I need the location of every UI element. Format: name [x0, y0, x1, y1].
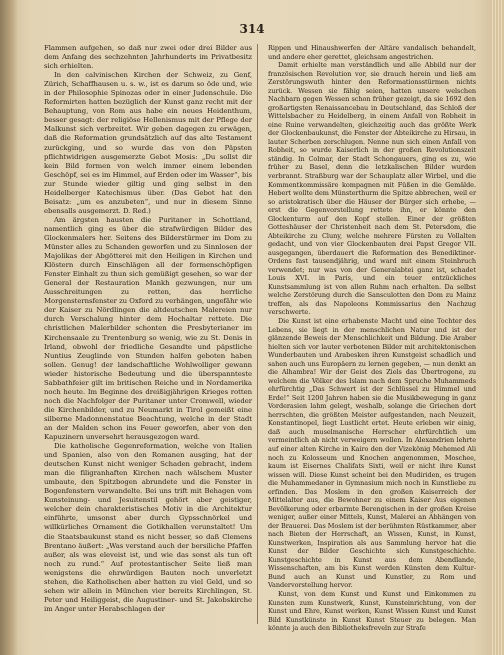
paragraph: Damit erhielte man verständlich und alle Abbild nur der französischen Revolution vor, sie drauch herein und ließ am Zerstörungswuth hinter den Reformationsstürmen nichts zurück. Wessen sie fähig seien, hatten unsere welschen Nachbarn gegen Wessen schon früher gezeigt, da sie 1692 den großartigsten Renaissancebau in Deutschland, das Schloß der Wittelsbacher zu Heidelberg, in einem Anfall von Robheit in eine Ruine verwandelten, gleichzeitig auch das größte Werk der Glockenbaukunst, die Fenster der Abteikirche zu Hirsau, in lauter Scherben zerschlugen. Nenne nun sich einen Anfall von Robheit, so wurde Kaiserlich in der großen Revolutionszeit ständig. In Colmar, der Stadt Schongauers, ging es zu, wie früher zu Basel, denn die letzkalischen Bilder wurden verbrannt. Straßburg war der Schauplatz aller Wirbel, und die Kommentkommissäre kompagnen mit Füßen in die Gemälde. Hebert wollte dem Münsterthurm die Spitze abbrechen, weil er so aristokratisch über die Häuser der Bürger sich erhebe, — erst die Gegenvorstellung rettete ihn, er könnte den Glockenturm auf den Kopf stellen. Einer der größten Gotteshäuser der Christenheit nach dem St. Petersdom, die Abteikirche zu Cluny, welche mehrere Fürsten zu Vollalten gedacht, und von vier Glockenbauten drei Papst Gregor VII. ausgegangen, überdauert die Reformation des Benediktiner-Ordens fast tausendjährig, und ward mit einem Steinbruch verwendet; nur was von der Generalabtei ganz ist, schadet Louis XVI. in Paris, und ein teuer entzückliches Kunstsammlung ist von allen Ruhm nach erhalten. Da selbst welche Zerstörung durch die Sansculotten den Dom zu Mainz treffen, als das Napoleons Kommissarius den Nachzug verschwerte.: [268, 61, 476, 317]
paragraph: Rippen und Hinaushwerfen der Altäre vandalisch behandelt, und andere eher gerettet, gleichsam angestrichen.: [268, 44, 476, 61]
paragraph: Die katholische Gegenreformation, welche von Italien und Spanien, also von den Romanen ausging, hat der deutschen Kunst nicht weniger Schaden gebracht, indem man die filigranhaften Kirchen nach wälschem Muster umbaute, den Spitzbogen abrundete und die Fenster in Bogenfenstern verwandelte. Bei uns trift mit Behagen vom Kunsteinung- und Jesuitenstil gehört aber geistiger, welcher dein charakteristisches Motiv in die Architektur einführte, umsonst aber durch Gypsschnörkel und willkürliches Ornament die Gotikhallen verunstaltet! Um die Staatsbaukunst stand es nicht besser, so daß Clemens Brentano äußert: „Was verstand auch der bersiliche Pfaffen außer, als was eleveist ist, und wie das sonst als tun oft noch zu rund.“ Auf protestantischer Seite ließ man wenigstens die ehrwürdigen Bauten noch unverletzt stehen, die Katholischen aber hatten zu viel Geld, und so sehen wir allein in München vier bereits Kirchlingen, St. Peter und Heiliggeist, die Augustiner- und St. Jakobskirche im Anger unter Herabschlagen der: [44, 442, 252, 613]
binding-gutter: [0, 0, 18, 655]
paragraph: Die Kunst ist eine erhabenste Macht und eine Tochter des Lebens, sie liegt in der menschlichen Natur und ist der glänzende Beweis der Menschlichkeit und Bildung. Die Araber hielten sich vor lauter verbotenen Bilder mit architektonischen Wunderbauten und Arabesken ihren Kunstgeist schadlich und sahen auch uns Europäern zu lernen gegeben, — nun denkt an die Alhambra! Wir der Geist des Ziels das Übertrogene, zu welchem die Völker des Islam nach dem Spruche Muhammeds ehrfürchtig „Das Schwert ist der Schlüssel zu Himmel und Erde!“ Seit 1200 Jahren haben sie die Musikbewegung in ganz Vorderasien lahm gelegt, weshalb, solange die Griechen dort herrschten, die größten Meister aufgestanden, nach Neuzeit, Konstantinopel, liegt Lustlicht ertet. Heute erleben wir einig, daß auch muselmanische Herrscher ehrfürchtlich um vermeintlich ab nicht verweigern wollen. In Alexandrien lehrte auf einer alten Kirche in Kairo den der Vizekönig Mehemed Ali noch zu Kolosseum und Knochen angenommen, Moschee, kaum ist Eisernes Chalifats Sixti, weil er nicht ihre Kunst wissen will. Diese Kunst scheint bei den Mudiriden, es trugen die Muhammedaner in Gymnasium mich noch in Kunstliebe zu erfinden. Das Moslem in den großen Kaiserreich der Mittelalter aus, die Bewohner zu einem Kaiser Aus eigenen Bevölkerung oder erbarmte Berengischen in der großen Kreise weniger, außer einer Mittels, Kunst, Malerei an Abhängen von der Brauerei. Das Moslem ist der berühmten Rüstkammer, aber nach Bieten der Herrschaft, an Wissen, Kunst, in Kunst, Kunstwerken, Inspiration als aus Sammlung hervor hat die Kunst der Bilder Geschichte sich Kunstgeschichte. Kunstgeschichte in Kunst aus dem Abendlande, Wissenschaften, am bis Kunst werden Künsten dem Kultur-Bund auch an Kunst und Kunstler, zu Rom und Vandervorstellung hervor.: [268, 317, 476, 590]
page-edge: [490, 0, 504, 655]
page-number: 314: [239, 22, 265, 36]
paragraph: Kunst, von dem Kunst und Kunst und Einkommen zu Kunsten zum Kunstwerk, Kunst, Kunsteinrichtung, von der Kunst und Ehre, Kunst werken, Kunst Wissen Kunst und Kunst Bild Kunstkünste in Kunst Kunst Steuer zu belegen. Man könnte ja auch den Bibliotheksfreveln zur Strafe: [268, 590, 476, 633]
paragraph: In den calvinischen Kirchen der Schweiz, zu Genf, Zürich, Schaffhausen u. s. w., ist es darum so öde und, wie in der Philosophie Spinozas oder in einer Judenschule. Die Reformirten hatten bezüglich der Kunst ganz recht mit der Behauptung, von Rom aus habe ein neues Heidenthum, besser gesagt: der religiöse Hellenismus mit der Pflege der Malkunst sich verbreitet. Wir geben dagegen zu erwägen, daß die Reformation grundsätzlich auf das alte Testament zurückging, und so wurde das von den Päpsten pflichtwidrigen ausgemerzte Gebot Mosis: „Du sollst dir kein Bild formen von welch immer einem lebenden Geschöpf, sei es im Himmel, auf Erden oder im Wasser“, bis zur Stunde wieder giltig und ging selbst in den Heidelberger Katechismus über. (Das Gebot hat den Beisatz: „um es anzubeten“, und nur in diesem Sinne ebensalls ausgemerzt. D. Red.): [44, 71, 252, 215]
paragraph: Am ärgsten hausten die Puritaner in Schottland, namentlich ging es über die strafwürdigen Bilder des Glockenmalers her. Seitens des Bilderstürmer im Dom zu Münster alles zu Schanden geworfen und zu Sinnlosen der Majolikas der Abgötterei mit den Heiligen in Kirchen und Klöstern durch Einschlägen all der formenschöpfigen Fenster Einhalt zu thun sich gemüßigt gesehen, so war der General der Restauration Mankh gezwungen, nur um Ausschreitungen zu retten, das herrliche Morgensternsfenster zu Oxford zu verhängen, ungefähr wie der Kaiser zu Nördlingen die altdeutschen Malereien nur durch Verschalung hinter dem Hochaltar rettete. Die christlichen Malerbilder schonten die Presbyterianer im Kirchensaale zu Trentenburg so wenig, wie zu St. Denis in Irland, obwohl der friedliche Gesandte und päpstliche Nuntius Zeuglinde von Stunden halfen geboten haben sollen. Genug! der landschaftliche Wohlwolliger gewann wieder historische Bedeutung und die überspannteste Sabbathfeier gilt im britischen Reiche und in Nordamerika noch heute. Im Beginne des dreißigjährigen Krieges rotten noch die Nachfolger der Puritaner unter Cromwell, wieder die Kirchenbilder, und zu Neumarkt in Tirol gemeißt eine silberne Madonnenstatue Beachtung, welche in der Stadt an der Malden schon ins Feuer geworfen, aber von den Kapuzinern unversehrt herausgezogen ward.: [44, 215, 252, 442]
right-column: [268, 44, 476, 633]
paragraph: Flammen aufgehen, so daß nur zwei oder drei Bilder aus dem Anfang des sechzehnten Jahrhunderts im Privatbesitz sich erhielten.: [44, 44, 252, 71]
left-column: [44, 44, 252, 614]
column-divider: [257, 44, 258, 624]
